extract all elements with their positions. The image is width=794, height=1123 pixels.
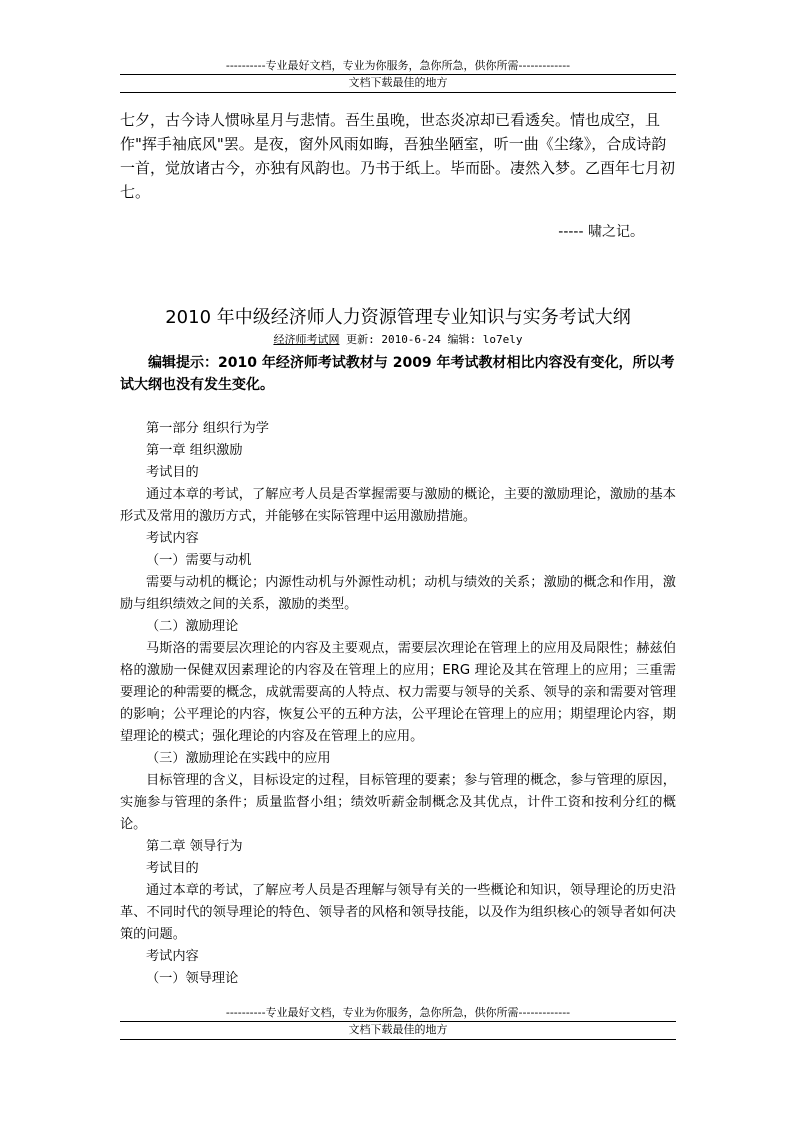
subsection-heading: （三）激励理论在实践中的应用 [146, 751, 331, 766]
section-label: 考试目的 [146, 465, 199, 480]
footer-subtitle: 文档下载最佳的地方 [348, 1023, 448, 1036]
section-label: 考试内容 [146, 531, 199, 546]
source-link[interactable]: 经济师考试网 [273, 333, 340, 346]
header-slogan: ----------专业最好文档，专业为你服务，急你所急，供你所需------------- [225, 59, 571, 72]
subsection-heading: （一）需要与动机 [146, 553, 252, 568]
outline-paragraph: 马斯洛的需要层次理论的内容及主要观点，需要层次理论在管理上的应用及局限性；赫兹伯格的激励一保健双因素理论的内容及在管理上的应用；ERG 理论及其在管理上的应用；三重需要理论的种需要的概念，成就需要高的人特点、权力需要与领导的关系、领导的亲和需要对管理的影响；公平理论的内容，恢复公平的五种方法，公平理论在管理上的应用；期望理论内容，期望理论的模式；强化理论的内容及在管理上的应用。 [120, 641, 676, 744]
subsection-heading: （一）领导理论 [146, 971, 239, 986]
chapter-heading: 第一章 组织激励 [146, 443, 243, 458]
outline-paragraph: 需要与动机的概论；内源性动机与外源性动机；动机与绩效的关系；激励的概念和作用，激励与组织绩效之间的关系，激励的类型。 [120, 575, 676, 612]
header-rule-bottom [120, 92, 676, 93]
part-heading: 第一部分 组织行为学 [146, 421, 269, 436]
header-subtitle: 文档下载最佳的地方 [348, 76, 448, 89]
intro-signature: ----- 啸之记。 [558, 224, 644, 240]
section-label: 考试目的 [146, 861, 199, 876]
outline-paragraph: 目标管理的含义，目标设定的过程，目标管理的要素；参与管理的概念，参与管理的原因，实施参与管理的条件；质量监督小组；绩效听薪金制概念及其优点，计件工资和按利分红的概论。 [120, 773, 676, 832]
article-meta [120, 332, 676, 348]
intro-paragraph: 七夕，古今诗人惯咏星月与悲情。吾生虽晚，世态炎凉却已看透矣。情也成空，且作"挥手袖底风"罢。是夜，窗外风雨如晦，吾独坐陋室，听一曲《尘缘》，合成诗韵一首，觉放诸古今，亦独有风韵也。乃书于纸上。毕而卧。凄然入梦。乙酉年七月初七。 [120, 111, 676, 201]
editor-tip: 编辑提示：2010 年经济师考试教材与 2009 年考试教材相比内容没有变化，所以考试大纲也没有发生变化。 [120, 355, 675, 393]
meta-text: 更新: 2010-6-24 编辑: lo7ely [339, 333, 523, 346]
outline-paragraph: 通过本章的考试，了解应考人员是否理解与领导有关的一些概论和知识，领导理论的历史沿革、不同时代的领导理论的特色、领导者的风格和领导技能，以及作为组织核心的领导者如何决策的问题。 [120, 883, 676, 942]
footer-slogan: ----------专业最好文档，专业为你服务，急你所急，供你所需------------- [225, 1006, 571, 1019]
outline-paragraph: 通过本章的考试，了解应考人员是否掌握需要与激励的概论，主要的激励理论，激励的基本形式及常用的激历方式，并能够在实际管理中运用激励措施。 [120, 487, 676, 524]
chapter-heading: 第二章 领导行为 [146, 839, 243, 854]
footer-rule-bottom [120, 1039, 676, 1040]
article-title: 2010 年中级经济师人力资源管理专业知识与实务考试大纲 [165, 307, 631, 328]
subsection-heading: （二）激励理论 [146, 619, 239, 634]
section-label: 考试内容 [146, 949, 199, 964]
syllabus-outline [120, 418, 676, 990]
